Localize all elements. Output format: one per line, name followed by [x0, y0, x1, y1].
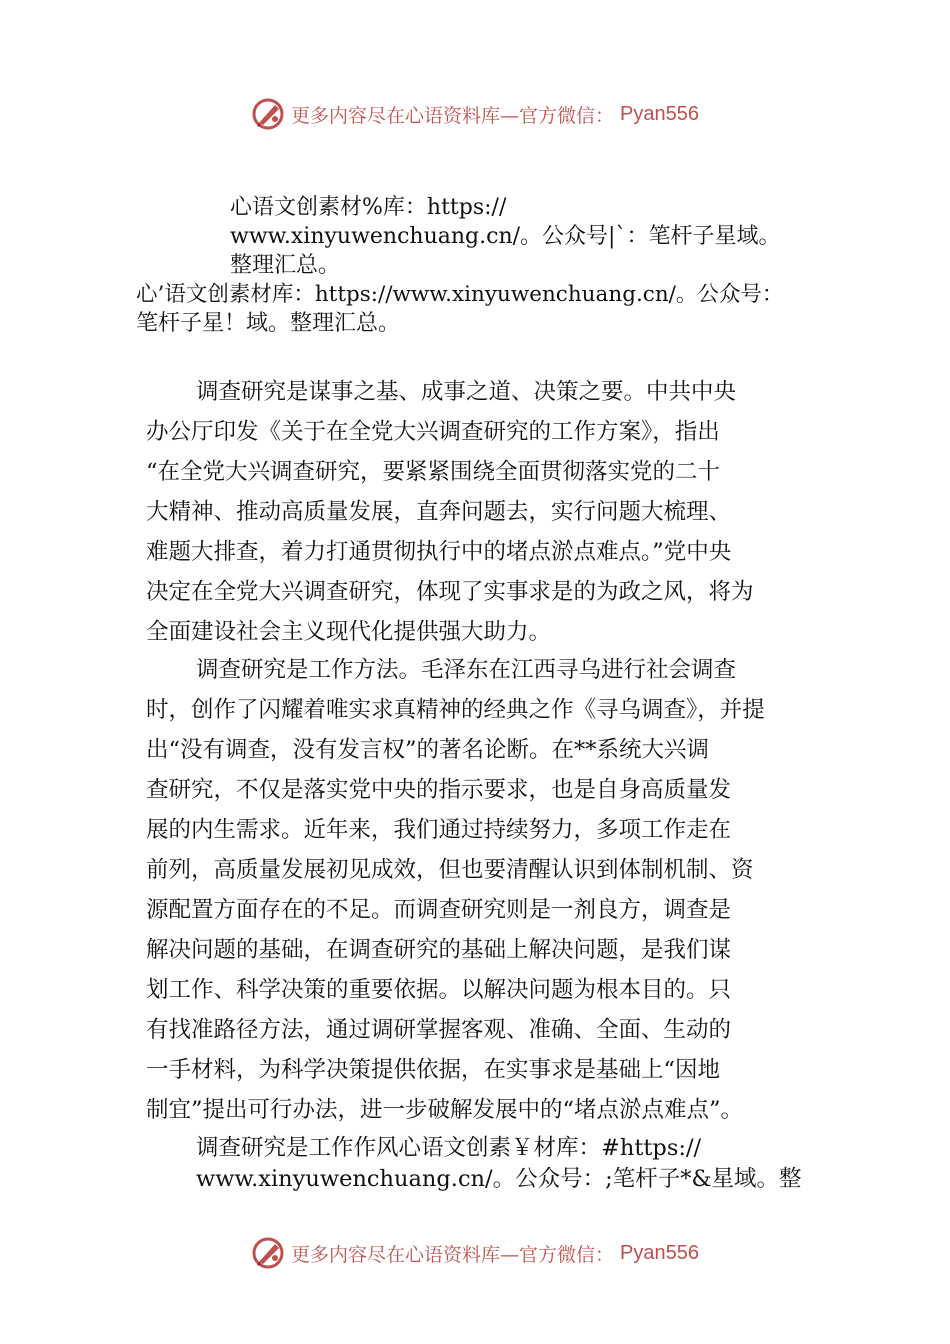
banner-wechat-id: Pyan556 [620, 102, 699, 125]
banner-text: 更多内容尽在心语资料库—官方微信： [291, 104, 615, 127]
pen-logo-icon [251, 97, 285, 131]
text-line: www.xinyuwenchuang.cn/。公众号|`：笔杆子星域。 [230, 224, 781, 249]
text-line: 一手材料，为科学决策提供依据，在实事求是基础上“因地 [146, 1057, 721, 1083]
text-line: 笔杆子星！域。整理汇总。 [136, 311, 401, 336]
text-line: 全面建设社会主义现代化提供强大助力。 [146, 619, 552, 645]
text-line: 有找准路径方法，通过调研掌握客观、准确、全面、生动的 [146, 1017, 732, 1043]
footer-banner [0, 1233, 950, 1273]
text-line: 难题大排查，着力打通贯彻执行中的堵点淤点难点。”党中央 [146, 539, 732, 565]
text-line: 查研究，不仅是落实党中央的指示要求，也是自身高质量发 [146, 777, 732, 803]
text-line: 决定在全党大兴调查研究，体现了实事求是的为政之风，将为 [146, 579, 754, 605]
banner-wechat-id: Pyan556 [620, 1241, 699, 1264]
text-line: 大精神、推动高质量发展，直奔问题去，实行问题大梳理、 [146, 499, 732, 525]
banner-text: 更多内容尽在心语资料库—官方微信： [291, 1243, 615, 1266]
text-line: 调查研究是工作作风心语文创素￥材库：#https:// [196, 1135, 702, 1161]
text-line: 展的内生需求。近年来，我们通过持续努力，多项工作走在 [146, 817, 732, 843]
text-line: 制宜”提出可行办法，进一步破解发展中的“堵点淤点难点”。 [146, 1097, 744, 1123]
text-line: 心语文创素材%库：https:// [230, 195, 507, 220]
text-line: 心’语文创素材库：https://www.xinyuwenchuang.cn/。公众号： [136, 282, 784, 307]
header-banner [0, 94, 950, 134]
text-line: 源配置方面存在的不足。而调查研究则是一剂良方，调查是 [146, 897, 732, 923]
text-line: 前列，高质量发展初见成效，但也要清醒认识到体制机制、资 [146, 857, 754, 883]
text-line: 办公厅印发《关于在全党大兴调查研究的工作方案》，指出 [146, 419, 720, 445]
text-line: 时，创作了闪耀着唯实求真精神的经典之作《寻乌调查》，并提 [146, 697, 765, 723]
text-line: 整理汇总。 [230, 253, 341, 278]
text-line: 划工作、科学决策的重要依据。以解决问题为根本目的。只 [146, 977, 732, 1003]
text-line: 解决问题的基础，在调查研究的基础上解决问题，是我们谋 [146, 937, 732, 963]
text-line: www.xinyuwenchuang.cn/。公众号：;笔杆子*&星域。整 [196, 1166, 802, 1192]
pen-logo-icon [251, 1236, 285, 1270]
text-line: 调查研究是谋事之基、成事之道、决策之要。中共中央 [196, 379, 737, 405]
text-line: 调查研究是工作方法。毛泽东在江西寻乌进行社会调查 [196, 657, 737, 683]
text-line: “在全党大兴调查研究，要紧紧围绕全面贯彻落实党的二十 [146, 459, 721, 485]
text-line: 出“没有调查，没有发言权”的著名论断。在**系统大兴调 [146, 737, 710, 763]
